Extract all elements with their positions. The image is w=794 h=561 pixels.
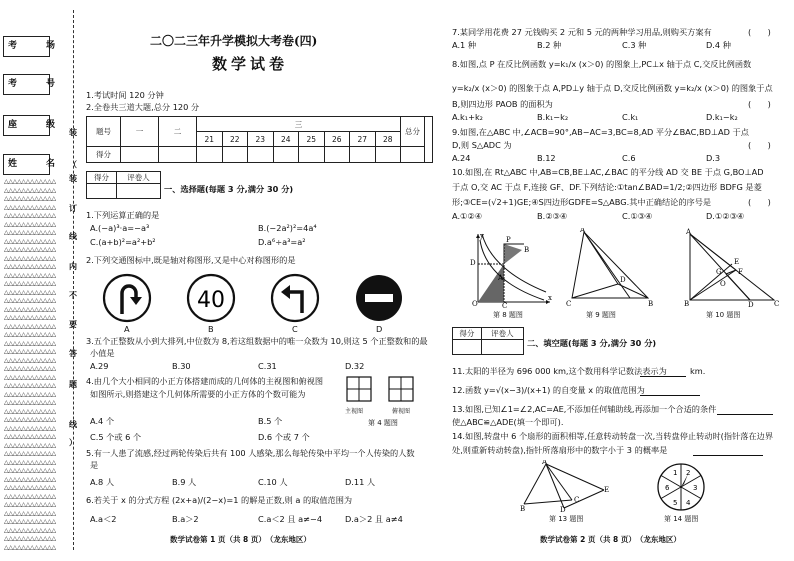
q8-line3: B,则四边形 PAOB 的面积为 — [452, 99, 553, 109]
q6-option-a: A.a＜2 — [90, 514, 117, 524]
q9-option-d: D.3 — [706, 153, 721, 163]
svg-text:C: C — [502, 302, 508, 308]
exam-subtitle: 数学试卷 — [212, 55, 289, 73]
q2-label-a: A — [124, 324, 130, 334]
triangle-column — [4, 178, 66, 554]
triangle-row: △△△△△△△△△△△△ — [4, 475, 56, 483]
triangle-row: △△△△△△△△△△△△ — [4, 254, 56, 262]
svg-text:A: A — [686, 228, 692, 236]
svg-text:C: C — [574, 496, 580, 504]
q13-caption: 第 13 题图 — [549, 515, 584, 523]
seal-char: 订 — [69, 204, 77, 213]
score-table-col: 三 — [197, 117, 401, 132]
section2-grader-box — [452, 327, 524, 355]
exam-room-label: 考 场 — [8, 41, 66, 51]
q7-paren: ( ) — [748, 27, 771, 37]
q6-option-b: B.a＞2 — [172, 514, 199, 524]
q5-option-d: D.11 人 — [345, 477, 376, 487]
triangle-row: △△△△△△△△△△△△ — [4, 246, 56, 253]
q9-paren: ( ) — [748, 140, 771, 150]
svg-text:A: A — [580, 228, 586, 234]
q3-option-d: D.32 — [345, 361, 365, 371]
q8-caption: 第 8 题图 — [493, 311, 523, 319]
q7-text: 7.某同学用花费 27 元钱购买 2 元和 5 元的两种学习用品,则购买方案有 — [452, 27, 712, 37]
triangle-row: △△△△△△△△△△△△ — [4, 339, 56, 347]
q7-option-b: B.2 种 — [537, 40, 562, 50]
q2-sign-c — [270, 273, 320, 323]
q9-caption: 第 9 题图 — [586, 311, 616, 319]
triangle-row: △△△△△△△△△△△△ — [4, 526, 56, 534]
triangle-row: △△△△△△△△△△△△ — [4, 441, 56, 449]
exam-number-box — [3, 74, 66, 95]
triangle-row: △△△△△△△△△△△△ — [4, 297, 56, 304]
q14-spinner — [656, 462, 706, 512]
triangle-row: △△△△△△△△△△△△ — [4, 305, 56, 313]
q12-blank — [640, 395, 700, 396]
triangle-row: △△△△△△△△△△△△ — [4, 390, 56, 398]
q2-sign-a — [102, 273, 152, 323]
svg-text:B: B — [648, 300, 654, 308]
triangle-row: △△△△△△△△△△△△ — [4, 399, 56, 406]
q8-line2: y=k₂/x (x＞0) 的图象于点 A,PD⊥y 轴于点 D,交反比例函数 y=k₂/x (x＞0) 的图象于点 — [452, 83, 773, 93]
q7-option-c: C.3 种 — [622, 40, 647, 50]
q9-figure — [566, 228, 656, 308]
q5-option-b: B.9 人 — [172, 477, 197, 487]
seal-char: （ — [69, 160, 77, 169]
q3-option-c: C.31 — [258, 361, 277, 371]
spinner-number: 1 — [673, 469, 678, 477]
q9-line2: D,则 S△ADC 为 — [452, 140, 512, 150]
triangle-row: △△△△△△△△△△△△ — [4, 518, 56, 525]
score-table-header: 题号 — [87, 117, 121, 147]
q7-option-d: D.4 种 — [706, 40, 731, 50]
q7-option-a: A.1 种 — [452, 40, 477, 50]
footer-right: 数学试卷第 2 页（共 8 页） （龙东地区） — [540, 535, 681, 544]
triangle-row: △△△△△△△△△△△△ — [4, 314, 56, 321]
q6-text: 6.若关于 x 的分式方程 (2x+a)/(2−x)=1 的解是正数,则 a 的取值范围为 — [86, 495, 353, 505]
triangle-row: △△△△△△△△△△△△ — [4, 501, 56, 508]
seal-char: 装 — [69, 128, 77, 137]
q6-option-c: C.a＜2 且 a≠−4 — [258, 514, 323, 524]
name-label: 姓 名 — [8, 159, 66, 169]
q13-line1: 13.如图,已知∠1=∠2,AC=AE,不添加任何辅助线,再添加一个合适的条件 — [452, 404, 717, 414]
q10-line1: 10.如图,在 Rt△ABC 中,AB=CB,BE⊥AC,∠BAC 的平分线 AD 交 BE 于点 G,BO⊥AD — [452, 167, 764, 177]
q6-option-d: D.a＞2 且 a≠4 — [345, 514, 403, 524]
svg-text:G: G — [716, 268, 722, 276]
q2-label-c: C — [292, 324, 298, 334]
q4-view2-label: 俯视图 — [392, 408, 411, 415]
triangle-row: △△△△△△△△△△△△ — [4, 407, 56, 415]
grader-cell: 评卷人 — [116, 172, 160, 184]
svg-text:B: B — [524, 246, 530, 254]
triangle-row: △△△△△△△△△△△△ — [4, 373, 56, 381]
score-cell: 得分 — [453, 328, 482, 340]
seal-char: 答 — [69, 349, 77, 358]
triangle-row: △△△△△△△△△△△△ — [4, 450, 56, 457]
q11-blank — [640, 376, 686, 377]
q2-sign-b — [186, 273, 236, 323]
section1-grader-box — [86, 171, 161, 199]
score-table-subcol: 23 — [248, 132, 274, 147]
q3-option-b: B.30 — [172, 361, 191, 371]
exam-info-1: 1.考试时间 120 分钟 — [86, 90, 164, 100]
q1-option-b: B.(−2a²)²=4a⁴ — [258, 223, 317, 233]
section1-title: 一、选择题(每题 3 分,满分 30 分) — [164, 184, 294, 194]
binding-strip — [0, 0, 82, 561]
triangle-row: △△△△△△△△△△△△ — [4, 203, 56, 211]
q4-text: 4.由几个大小相同的小正方体搭建而成的几何体的主视图和俯视图 — [86, 376, 324, 386]
triangle-row: △△△△△△△△△△△△ — [4, 424, 56, 432]
svg-text:E: E — [604, 486, 610, 494]
q12-text: 12.函数 y=√(x−3)/(x+1) 的自变量 x 的取值范围为 — [452, 385, 645, 395]
q10-option-d: D.①②③④ — [706, 211, 745, 221]
q13-figure — [520, 460, 610, 512]
seal-char: 装 — [69, 174, 77, 183]
q11-unit: km. — [690, 366, 706, 376]
score-table-col: 总分 — [401, 117, 425, 147]
triangle-row: △△△△△△△△△△△△ — [4, 229, 56, 236]
seal-char: 线 — [69, 420, 77, 429]
triangle-row: △△△△△△△△△△△△ — [4, 220, 56, 228]
spinner-number: 3 — [693, 484, 698, 492]
score-cell: 得分 — [87, 172, 117, 184]
triangle-row: △△△△△△△△△△△△ — [4, 484, 56, 491]
triangle-row: △△△△△△△△△△△△ — [4, 433, 56, 440]
q10-option-b: B.②③④ — [537, 211, 568, 221]
triangle-row: △△△△△△△△△△△△ — [4, 186, 56, 194]
seal-char: 内 — [69, 262, 77, 271]
score-table-header: 得分 — [87, 147, 121, 163]
score-table — [86, 116, 433, 163]
q2-text: 2.下列交通图标中,既是轴对称图形,又是中心对称图形的是 — [86, 255, 296, 265]
q14-line2: 处,则重新转动转盘),指针所落扇形中的数字小于 3 的概率是 — [452, 445, 668, 455]
q14-line1: 14.如图,转盘中 6 个扇形的面积相等,任意转动转盘一次,当转盘停止转动时(指针落在边界 — [452, 431, 774, 441]
svg-text:C: C — [774, 300, 780, 308]
svg-text:C: C — [566, 300, 572, 308]
triangle-row: △△△△△△△△△△△△ — [4, 543, 56, 551]
score-table-col: 一 — [121, 117, 159, 147]
svg-text:A: A — [542, 460, 548, 466]
triangle-row: △△△△△△△△△△△△ — [4, 492, 56, 500]
score-table-subcol: 21 — [197, 132, 223, 147]
q10-option-c: C.①③④ — [622, 211, 653, 221]
exam-room-box — [3, 36, 66, 57]
q11-text: 11.太阳的半径为 696 000 km,这个数用科学记数法表示为 — [452, 366, 667, 376]
triangle-row: △△△△△△△△△△△△ — [4, 237, 56, 245]
score-table-subcol: 25 — [299, 132, 325, 147]
q2-label-d: D — [376, 324, 383, 334]
spinner-number: 2 — [686, 469, 691, 477]
q5-option-a: A.8 人 — [90, 477, 115, 487]
svg-text:F: F — [738, 268, 743, 276]
q8-line1: 8.如图,点 P 在反比例函数 y=k₁/x (x＞0) 的图象上,PC⊥x 轴于点 C,交反比例函数 — [452, 59, 752, 69]
q8-figure — [464, 230, 554, 308]
class-label: 座 级 — [8, 120, 66, 130]
q1-option-a: A.(−a)³·a=−a³ — [90, 223, 150, 233]
q1-option-d: D.a⁶÷a³=a² — [258, 237, 306, 247]
exam-number-label: 考 号 — [8, 79, 66, 89]
triangle-row: △△△△△△△△△△△△ — [4, 331, 56, 338]
score-table-subcol: 28 — [375, 132, 401, 147]
exam-info-2: 2.全卷共三道大题,总分 120 分 — [86, 102, 200, 112]
triangle-row: △△△△△△△△△△△△ — [4, 288, 56, 296]
q4-caption: 第 4 题图 — [368, 419, 398, 427]
q8-option-b: B.k₁−k₂ — [537, 112, 569, 122]
triangle-row: △△△△△△△△△△△△ — [4, 322, 56, 330]
q9-option-b: B.12 — [537, 153, 556, 163]
q10-paren: ( ) — [748, 197, 771, 207]
seal-char: 不 — [69, 291, 77, 300]
q10-line3: 形;③CE=(√2+1)GE;④S四边形GDFE=S△ABG.其中正确结论的序号是 — [452, 197, 712, 207]
q3-text-cont: 小值是 — [90, 348, 115, 358]
q2-sign-d — [354, 273, 404, 323]
triangle-row: △△△△△△△△△△△△ — [4, 382, 56, 389]
spinner-number: 5 — [673, 499, 678, 507]
q2-label-b: B — [208, 324, 214, 334]
triangle-row: △△△△△△△△△△△△ — [4, 365, 56, 372]
score-table-subcol: 27 — [350, 132, 376, 147]
q1-option-c: C.(a+b)²=a²+b² — [90, 237, 156, 247]
triangle-row: △△△△△△△△△△△△ — [4, 195, 56, 202]
triangle-row: △△△△△△△△△△△△ — [4, 178, 56, 185]
svg-text:B: B — [520, 505, 526, 512]
q14-blank — [693, 455, 763, 456]
svg-text:E: E — [734, 258, 740, 266]
q14-caption: 第 14 题图 — [664, 515, 699, 523]
svg-text:O: O — [720, 280, 726, 288]
score-table-subcol: 24 — [273, 132, 299, 147]
seal-char: ） — [69, 438, 77, 447]
q9-option-a: A.24 — [452, 153, 471, 163]
q1-text: 1.下列运算正确的是 — [86, 210, 160, 220]
seal-char: 题 — [69, 380, 77, 389]
q3-option-a: A.29 — [90, 361, 109, 371]
triangle-row: △△△△△△△△△△△△ — [4, 509, 56, 517]
class-box — [3, 115, 66, 136]
q4-option-a: A.4 个 — [90, 416, 115, 426]
triangle-row: △△△△△△△△△△△△ — [4, 263, 56, 270]
q4-option-d: D.6 个或 7 个 — [258, 432, 310, 442]
q4-option-b: B.5 个 — [258, 416, 283, 426]
triangle-row: △△△△△△△△△△△△ — [4, 280, 56, 287]
q5-text-cont: 是 — [90, 460, 99, 470]
score-table-col: 二 — [159, 117, 197, 147]
svg-text:A: A — [498, 274, 504, 282]
triangle-row: △△△△△△△△△△△△ — [4, 348, 56, 355]
name-box — [3, 154, 66, 175]
spinner-number: 6 — [665, 484, 670, 492]
q10-caption: 第 10 题图 — [706, 311, 741, 319]
q8-paren: ( ) — [748, 99, 771, 109]
q8-option-a: A.k₁+k₂ — [452, 112, 483, 122]
svg-text:P: P — [506, 236, 511, 244]
q4-views-figure — [344, 374, 420, 410]
triangle-row: △△△△△△△△△△△△ — [4, 271, 56, 279]
seal-char: 要 — [69, 320, 77, 329]
svg-text:D: D — [470, 259, 476, 267]
svg-text:D: D — [620, 276, 626, 284]
svg-text:B: B — [684, 300, 690, 308]
svg-text:O: O — [472, 300, 478, 308]
svg-text:D: D — [560, 506, 566, 512]
q10-figure — [680, 228, 780, 308]
q10-line2: 于点 O,交 AC 于点 F,连接 GF、DF.下列结论:①tan∠BAD=1/2;②四边形 BDFG 是菱 — [452, 182, 762, 192]
svg-text:y: y — [480, 232, 484, 240]
seal-line — [73, 10, 74, 550]
q8-option-d: D.k₁−k₂ — [706, 112, 738, 122]
triangle-row: △△△△△△△△△△△△ — [4, 458, 56, 466]
q3-text: 3.五个正整数从小到大排列,中位数为 8,若这组数据中的唯一众数为 10,则这 5 个正整数和的最 — [86, 336, 428, 346]
triangle-row: △△△△△△△△△△△△ — [4, 212, 56, 219]
q9-option-c: C.6 — [622, 153, 636, 163]
q10-option-a: A.①②④ — [452, 211, 483, 221]
q8-option-c: C.k₁ — [622, 112, 639, 122]
score-table-col — [425, 117, 433, 163]
score-table-subcol: 26 — [324, 132, 350, 147]
exam-title: 二〇二三年升学模拟大考卷(四) — [150, 34, 318, 48]
section2-title: 二、填空题(每题 3 分,满分 30 分) — [527, 338, 657, 348]
q13-blank — [717, 414, 773, 415]
score-table-subcol: 22 — [222, 132, 248, 147]
speed-limit-text: 40 — [197, 288, 225, 313]
triangle-row: △△△△△△△△△△△△ — [4, 356, 56, 364]
svg-text:D: D — [748, 301, 754, 308]
q9-line1: 9.如图,在△ABC 中,∠ACB=90°,AB−AC=3,BC=8,AD 平分∠BAC,BD⊥AD 于点 — [452, 127, 749, 137]
grader-cell: 评卷人 — [481, 328, 523, 340]
spinner-number: 4 — [686, 499, 691, 507]
footer-left: 数学试卷第 1 页（共 8 页） （龙东地区） — [170, 535, 311, 544]
q13-line2: 使△ABC≌△ADE(填一个即可). — [452, 417, 564, 427]
q4-view1-label: 主视图 — [345, 408, 364, 415]
q4-text-cont: 如图所示,则搭建这个几何体所需要的小正方体的个数可能为 — [90, 389, 306, 399]
triangle-row: △△△△△△△△△△△△ — [4, 535, 56, 542]
svg-text:x: x — [548, 294, 552, 302]
triangle-row: △△△△△△△△△△△△ — [4, 467, 56, 474]
triangle-row: △△△△△△△△△△△△ — [4, 416, 56, 423]
q5-text: 5.有一人患了流感,经过两轮传染后共有 100 人感染,那么每轮传染中平均一个人传染的人数 — [86, 448, 415, 458]
q4-option-c: C.5 个或 6 个 — [90, 432, 142, 442]
seal-char: 线 — [69, 232, 77, 241]
q5-option-c: C.10 人 — [258, 477, 288, 487]
